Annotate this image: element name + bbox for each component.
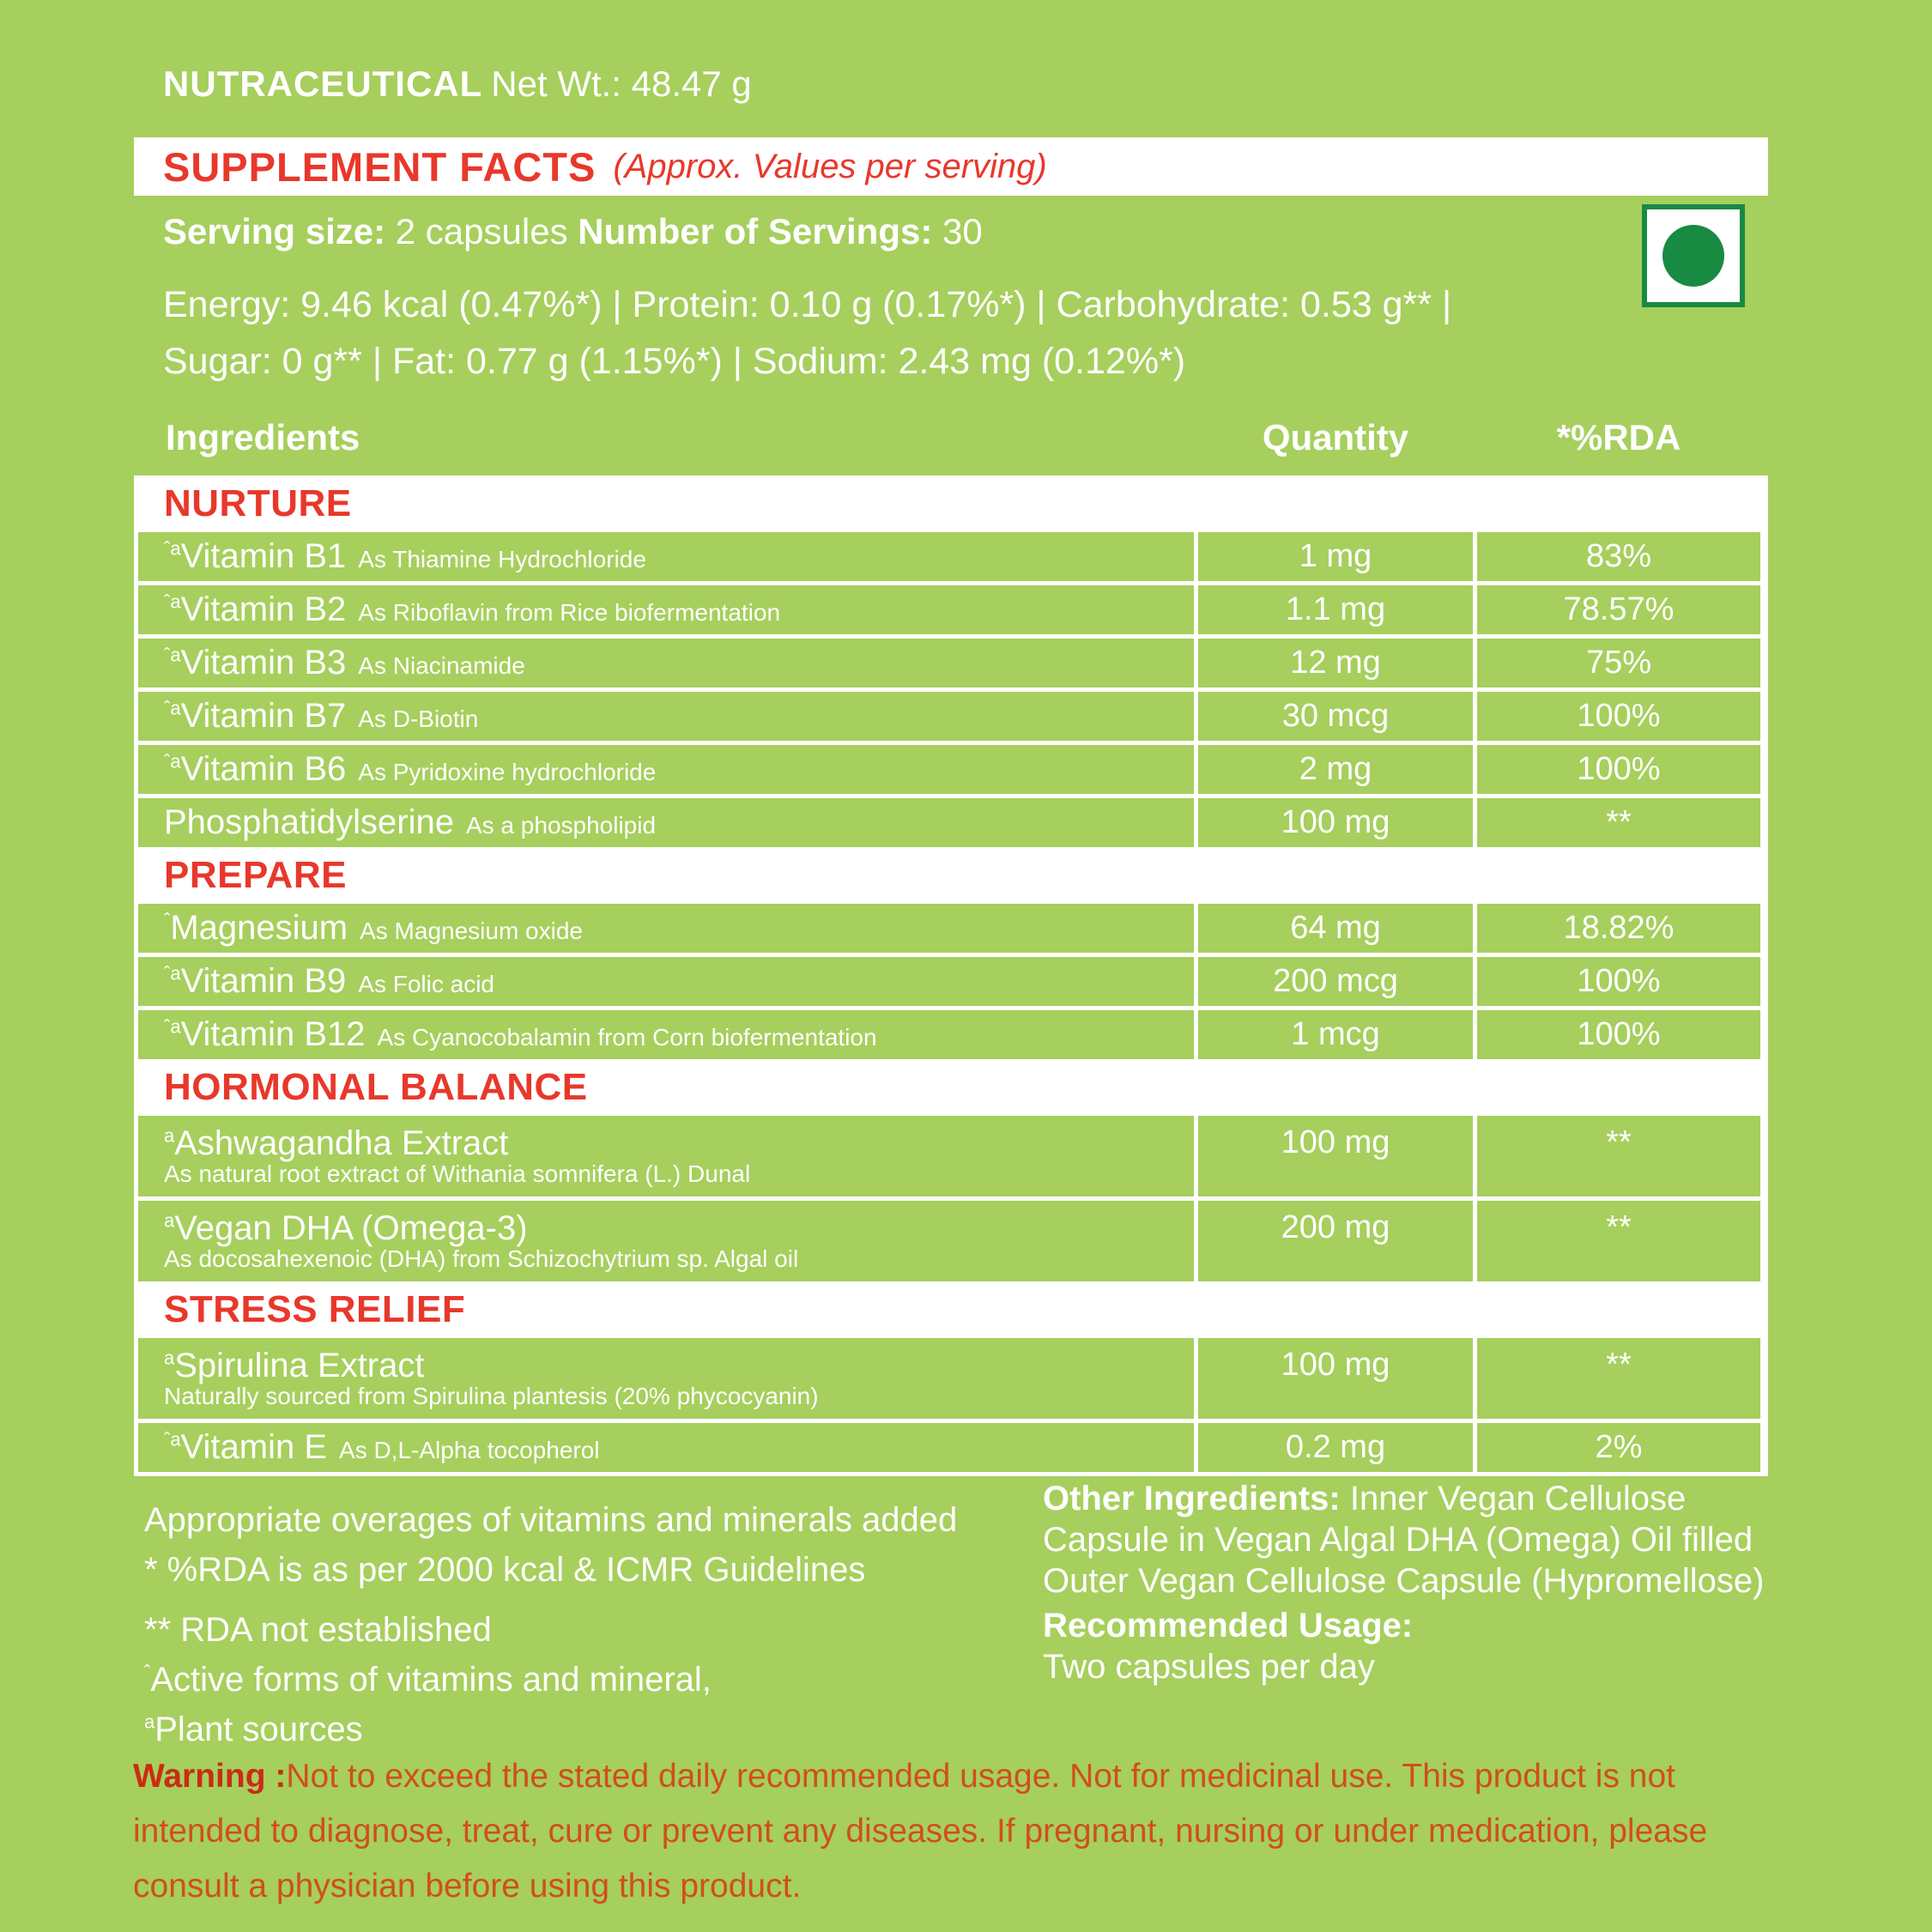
nutrition-line-2: Sugar: 0 g** | Fat: 0.77 g (1.15%*) | Sodium: 2.43 mg (0.12%*) [163, 341, 1186, 382]
ingredient-rda: ** [1477, 1116, 1760, 1196]
servings-count-label: Number of Servings: [578, 211, 933, 251]
prefix-superscript: a [164, 1124, 175, 1147]
warning-label: Warning : [133, 1758, 287, 1795]
ingredient-name: Vitamin B7 [180, 697, 347, 735]
warning-text: Not to exceed the stated daily recommended usage. Not for medicinal use. This product is not intended to diagnose, treat, cure or prevent any diseases. If pregnant, nursing or under medication, please consult a physician before using this product. [133, 1758, 1708, 1905]
ingredient-quantity: 100 mg [1198, 1116, 1473, 1196]
ingredient-quantity: 200 mcg [1198, 957, 1473, 1006]
table-row [138, 692, 1764, 741]
prefix-superscript: ˆa [164, 644, 181, 666]
ingredient-desc: As D,L-Alpha tocopherol [339, 1437, 600, 1463]
ingredient-rda: 78.57% [1477, 585, 1760, 634]
other-ingredients [1043, 1478, 1771, 1602]
recommended-usage-text: Two capsules per day [1043, 1648, 1375, 1686]
prefix-superscript: ˆa [164, 1428, 181, 1451]
product-type-line [163, 64, 752, 105]
table-column-headers [138, 417, 1760, 458]
footnotes [144, 1495, 957, 1754]
table-row [138, 1116, 1764, 1196]
section-header-nurture: NURTURE [138, 480, 1764, 528]
ingredient-name: Vitamin B1 [180, 537, 347, 575]
warning-paragraph [133, 1749, 1777, 1914]
ingredient-quantity: 2 mg [1198, 745, 1473, 794]
column-header-ingredients: Ingredients [166, 417, 360, 457]
ingredient-desc: Naturally sourced from Spirulina plantesis (20% phycocyanin) [164, 1383, 819, 1409]
footnote-line: ** RDA not established [144, 1611, 492, 1649]
ingredient-quantity: 64 mg [1198, 904, 1473, 953]
ingredient-rda: 100% [1477, 1010, 1760, 1059]
ingredient-name: Vitamin B3 [180, 644, 347, 681]
ingredient-quantity: 100 mg [1198, 1338, 1473, 1419]
footnote-line: Appropriate overages of vitamins and minerals added [144, 1501, 958, 1539]
ingredient-quantity: 1 mg [1198, 532, 1473, 581]
prefix-superscript: ˆa [164, 591, 181, 613]
ingredient-rda: ** [1477, 798, 1760, 847]
ingredient-rda: 18.82% [1477, 904, 1760, 953]
serving-info-line [163, 211, 983, 252]
table-row [138, 904, 1764, 953]
column-header-rda: *%RDA [1556, 417, 1681, 457]
vegetarian-dot-icon [1662, 225, 1724, 287]
ingredient-rda: 100% [1477, 692, 1760, 741]
table-row [138, 639, 1764, 687]
net-weight: Net Wt.: 48.47 g [491, 64, 752, 104]
prefix-superscript: ˆa [164, 537, 181, 560]
table-row [138, 532, 1764, 581]
ingredient-desc: As Riboflavin from Rice biofermentation [358, 599, 781, 626]
other-ingredients-text: Inner Vegan Cellulose Capsule in Vegan Algal DHA (Omega) Oil filled Outer Vegan Cellulose Capsule (Hypromellose) [1043, 1480, 1765, 1600]
prefix-superscript: ˆa [164, 1015, 181, 1038]
prefix-superscript: ˆa [164, 750, 181, 772]
vegetarian-mark-icon [1642, 204, 1745, 307]
ingredient-rda: ** [1477, 1201, 1760, 1281]
ingredient-desc: As Cyanocobalamin from Corn biofermentation [377, 1024, 877, 1051]
ingredient-quantity: 0.2 mg [1198, 1423, 1473, 1472]
table-row [138, 585, 1764, 634]
nutrition-line-1: Energy: 9.46 kcal (0.47%*) | Protein: 0.10 g (0.17%*) | Carbohydrate: 0.53 g** | [163, 284, 1452, 325]
nutrition-summary [163, 276, 1451, 390]
ingredient-desc: As Thiamine Hydrochloride [358, 546, 646, 572]
ingredient-name: Ashwagandha Extract [174, 1124, 509, 1162]
ingredient-rda: 100% [1477, 957, 1760, 1006]
supplement-facts-bar [134, 137, 1768, 196]
prefix-superscript: ˆ [164, 909, 171, 931]
ingredient-name: Vitamin B9 [180, 962, 347, 1000]
ingredient-desc: As a phospholipid [466, 812, 657, 839]
other-ingredients-block [1043, 1478, 1771, 1687]
ingredient-quantity: 100 mg [1198, 798, 1473, 847]
ingredients-table [134, 475, 1768, 1476]
supplement-facts-title: SUPPLEMENT FACTS [163, 143, 597, 190]
ingredient-name: Phosphatidylserine [164, 803, 454, 841]
ingredient-rda: 83% [1477, 532, 1760, 581]
section-header-hormonal-balance: HORMONAL BALANCE [138, 1063, 1764, 1111]
ingredient-name: Spirulina Extract [174, 1347, 425, 1384]
ingredient-name: Vegan DHA (Omega-3) [174, 1209, 528, 1247]
ingredient-rda: 2% [1477, 1423, 1760, 1472]
servings-count-value: 30 [942, 211, 983, 251]
footnote-line: $^ˆ$Active forms of vitamins and mineral, [144, 1661, 712, 1699]
ingredient-quantity: 200 mg [1198, 1201, 1473, 1281]
prefix-superscript: a [164, 1347, 175, 1369]
ingredient-quantity: 30 mcg [1198, 692, 1473, 741]
table-row [138, 1010, 1764, 1059]
section-header-prepare: PREPARE [138, 851, 1764, 899]
ingredient-desc: As natural root extract of Withania somnifera (L.) Dunal [164, 1160, 751, 1187]
serving-size-label: Serving size: [163, 211, 386, 251]
ingredient-name: Vitamin B6 [180, 750, 347, 788]
ingredient-desc: As docosahexenoic (DHA) from Schizochytrium sp. Algal oil [164, 1245, 799, 1272]
supplement-facts-subtitle: (Approx. Values per serving) [613, 147, 1047, 185]
table-row [138, 1201, 1764, 1281]
ingredient-rda: 100% [1477, 745, 1760, 794]
recommended-usage-label: Recommended Usage: [1043, 1607, 1414, 1644]
serving-size-value: 2 capsules [395, 211, 568, 251]
other-ingredients-label: Other Ingredients: [1043, 1480, 1341, 1517]
ingredient-desc: As Folic acid [358, 971, 494, 997]
ingredient-quantity: 1 mcg [1198, 1010, 1473, 1059]
prefix-superscript: ˆa [164, 962, 181, 984]
ingredient-name: Magnesium [170, 909, 348, 947]
ingredient-desc: As Magnesium oxide [360, 918, 583, 944]
column-header-quantity: Quantity [1262, 417, 1409, 457]
footnote-line: * %RDA is as per 2000 kcal & ICMR Guidelines [144, 1551, 866, 1589]
ingredient-name: Vitamin E [180, 1428, 328, 1466]
ingredient-rda: 75% [1477, 639, 1760, 687]
ingredient-name: Vitamin B12 [180, 1015, 366, 1053]
table-row [138, 957, 1764, 1006]
prefix-superscript: a [164, 1209, 175, 1232]
ingredient-desc: As Pyridoxine hydrochloride [358, 759, 657, 785]
ingredient-desc: As D-Biotin [358, 706, 479, 732]
footnote-line: $^a$Plant sources [144, 1711, 363, 1748]
product-type: NUTRACEUTICAL [163, 64, 483, 104]
table-row [138, 745, 1764, 794]
prefix-superscript: ˆa [164, 697, 181, 719]
table-row [138, 1338, 1764, 1419]
section-header-stress-relief: STRESS RELIEF [138, 1286, 1764, 1334]
ingredient-quantity: 1.1 mg [1198, 585, 1473, 634]
table-row [138, 798, 1764, 847]
table-row [138, 1423, 1764, 1472]
ingredient-quantity: 12 mg [1198, 639, 1473, 687]
ingredient-rda: ** [1477, 1338, 1760, 1419]
ingredient-name: Vitamin B2 [180, 591, 347, 628]
ingredient-desc: As Niacinamide [358, 652, 525, 679]
